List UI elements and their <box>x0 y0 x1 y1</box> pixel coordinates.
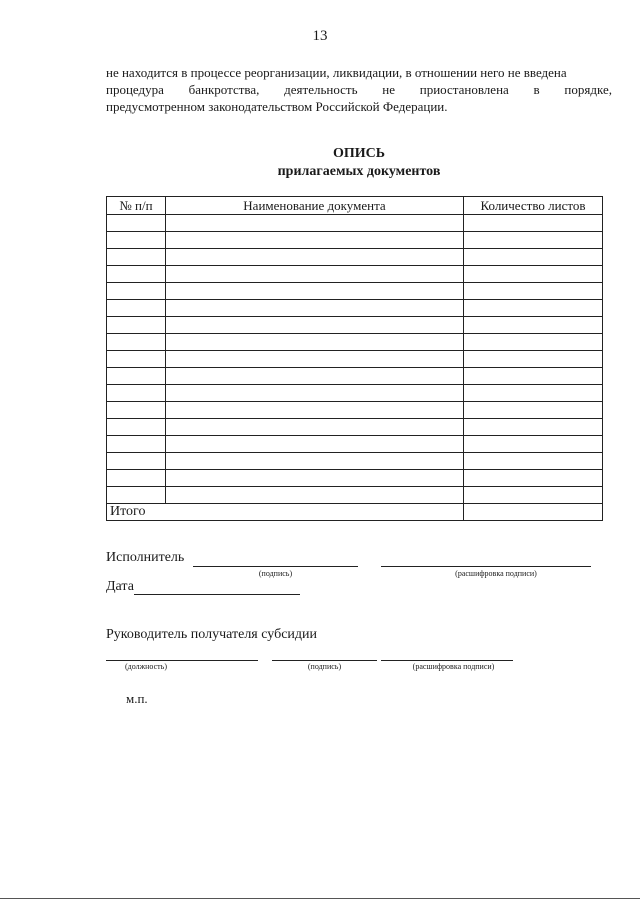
sheet-count-cell <box>464 300 603 317</box>
number-cell <box>107 266 166 283</box>
table-row <box>107 402 603 419</box>
head-sign-hint: (подпись) <box>307 662 342 671</box>
number-cell <box>107 232 166 249</box>
number-cell <box>107 317 166 334</box>
number-cell <box>107 470 166 487</box>
table-row <box>107 419 603 436</box>
sheet-count-cell <box>464 283 603 300</box>
intro-line-1: не находится в процессе реорганизации, ликвидации, в отношении него не введена <box>106 65 567 80</box>
title-main: ОПИСЬ <box>332 146 386 161</box>
stamp-place: м.п. <box>126 691 148 706</box>
document-name-cell <box>166 351 464 368</box>
table-row <box>107 368 603 385</box>
head-position-line <box>106 660 258 661</box>
document-name-cell <box>166 334 464 351</box>
table-row <box>107 334 603 351</box>
title-sub: прилагаемых документов <box>277 164 441 179</box>
document-name-cell <box>166 266 464 283</box>
executor-sign-hint: (подпись) <box>258 569 293 578</box>
document-name-cell <box>166 300 464 317</box>
document-title <box>0 145 640 181</box>
executor-sign-line <box>193 566 358 567</box>
header-sheet-count: Количество листов <box>464 197 603 215</box>
number-cell <box>107 453 166 470</box>
number-cell <box>107 402 166 419</box>
sheet-count-cell <box>464 334 603 351</box>
document-name-cell <box>166 317 464 334</box>
table-row <box>107 385 603 402</box>
table-row <box>107 487 603 504</box>
head-decode-line <box>381 660 513 661</box>
table-row <box>107 266 603 283</box>
document-name-cell <box>166 249 464 266</box>
number-cell <box>107 368 166 385</box>
header-document-name: Наименование документа <box>166 197 464 215</box>
sheet-count-cell <box>464 317 603 334</box>
sheet-count-cell <box>464 249 603 266</box>
sheet-count-cell <box>464 368 603 385</box>
page-bottom-edge <box>0 898 640 899</box>
document-name-cell <box>166 385 464 402</box>
table-row <box>107 317 603 334</box>
document-name-cell <box>166 368 464 385</box>
sheet-count-cell <box>464 266 603 283</box>
sheet-count-cell <box>464 385 603 402</box>
executor-decode-line <box>381 566 591 567</box>
intro-line-3: предусмотренном законодательством Российской Федерации. <box>106 99 448 114</box>
date-label: Дата <box>106 579 134 594</box>
table-row <box>107 436 603 453</box>
header-number: № п/п <box>107 197 166 215</box>
head-position-hint: (должность) <box>125 662 167 671</box>
document-name-cell <box>166 470 464 487</box>
table-header-row <box>107 197 603 215</box>
document-name-cell <box>166 453 464 470</box>
document-name-cell <box>166 402 464 419</box>
page-number: 13 <box>312 28 328 44</box>
sheet-count-cell <box>464 436 603 453</box>
document-name-cell <box>166 419 464 436</box>
table-body <box>107 215 603 521</box>
number-cell <box>107 487 166 504</box>
table-row <box>107 249 603 266</box>
document-name-cell <box>166 215 464 232</box>
sheet-count-cell <box>464 232 603 249</box>
sheet-count-cell <box>464 215 603 232</box>
sheet-count-cell <box>464 419 603 436</box>
head-sign-line <box>272 660 377 661</box>
document-name-cell <box>166 436 464 453</box>
number-cell <box>107 300 166 317</box>
date-line <box>134 594 300 595</box>
intro-line-2: процедура банкротства, деятельность не приостановлена в порядке, <box>106 82 612 97</box>
head-label: Руководитель получателя субсидии <box>106 627 318 642</box>
sheet-count-cell <box>464 351 603 368</box>
total-row <box>107 504 603 521</box>
number-cell <box>107 249 166 266</box>
sheet-count-cell <box>464 402 603 419</box>
sheet-count-cell <box>464 470 603 487</box>
head-decode-hint: (расшифровка подписи) <box>412 662 495 671</box>
sheet-count-cell <box>464 453 603 470</box>
table-row <box>107 283 603 300</box>
total-label: Итого <box>107 504 464 521</box>
number-cell <box>107 436 166 453</box>
table-row <box>107 351 603 368</box>
executor-label: Исполнитель <box>106 550 185 565</box>
table-row <box>107 232 603 249</box>
document-name-cell <box>166 487 464 504</box>
sheet-count-cell <box>464 487 603 504</box>
document-name-cell <box>166 232 464 249</box>
inventory-table <box>106 196 603 521</box>
total-value-cell <box>464 504 603 521</box>
number-cell <box>107 351 166 368</box>
executor-decode-hint: (расшифровка подписи) <box>455 569 537 578</box>
table-row <box>107 300 603 317</box>
document-name-cell <box>166 283 464 300</box>
intro-paragraph <box>106 64 612 115</box>
number-cell <box>107 334 166 351</box>
table-row <box>107 453 603 470</box>
number-cell <box>107 283 166 300</box>
number-cell <box>107 215 166 232</box>
number-cell <box>107 419 166 436</box>
number-cell <box>107 385 166 402</box>
table-row <box>107 215 603 232</box>
table-row <box>107 470 603 487</box>
